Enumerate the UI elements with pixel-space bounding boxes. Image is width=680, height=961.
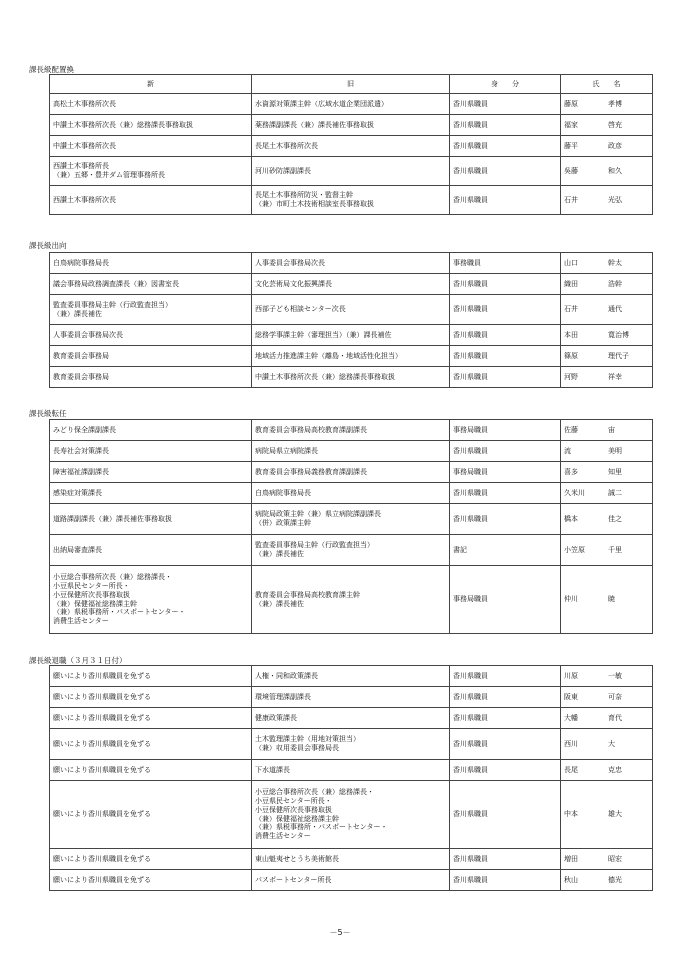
table-row: [50, 295, 653, 325]
cell-name: [561, 849, 653, 870]
cell-name: [561, 666, 653, 687]
cell-name: [561, 483, 653, 504]
table-row: [50, 186, 653, 215]
page-number: －5－: [329, 928, 351, 937]
table-row: [50, 157, 653, 186]
table-row: [50, 462, 653, 483]
cell-name: [561, 870, 653, 891]
cell-status: 香川県職員: [450, 157, 561, 186]
cell-old: 河川砂防課副課長: [252, 157, 450, 186]
cell-name: [561, 186, 653, 215]
given-name: 寛治博: [608, 330, 629, 339]
table-row: [50, 274, 653, 295]
cell-new: 中讃土木事務所次長: [50, 136, 252, 157]
family-name: 長尾: [564, 765, 578, 774]
cell-old: 土木監理課主幹（用地対策担当） （兼）収用委員会事務局長: [252, 729, 450, 760]
family-name: 河野: [564, 372, 578, 381]
cell-old: 教育委員会事務局義務教育課副課長: [252, 462, 450, 483]
cell-new: 障害福祉課副課長: [50, 462, 252, 483]
cell-old: 下水道課長: [252, 760, 450, 781]
given-name: 一敏: [608, 671, 622, 680]
cell-status: 香川県職員: [450, 849, 561, 870]
cell-old: 病院局県立病院課長: [252, 441, 450, 462]
given-name: 幹太: [608, 258, 622, 267]
cell-name: [561, 462, 653, 483]
family-name: 喜多: [564, 467, 578, 476]
cell-new: 願いにより香川県職員を免ずる: [50, 729, 252, 760]
header-new: 新: [50, 75, 252, 94]
cell-status: 香川県職員: [450, 94, 561, 115]
table-row: [50, 253, 653, 274]
family-name: 篠原: [564, 351, 578, 360]
cell-new: 感染症対策課長: [50, 483, 252, 504]
family-name: 佐藤: [564, 425, 578, 434]
cell-new: 中讃土木事務所次長（兼）総務課長事務取扱: [50, 115, 252, 136]
cell-status: 香川県職員: [450, 483, 561, 504]
cell-status: 事務局職員: [450, 420, 561, 441]
cell-new: 願いにより香川県職員を免ずる: [50, 687, 252, 708]
cell-old: 教育委員会事務局高校教育課副課長: [252, 420, 450, 441]
cell-name: [561, 325, 653, 346]
family-name: 山口: [564, 258, 578, 267]
table-row: [50, 535, 653, 566]
section-title: 課長級出向: [29, 241, 67, 250]
cell-new: 願いにより香川県職員を免ずる: [50, 666, 252, 687]
given-name: 啓充: [608, 120, 622, 129]
family-name: 福家: [564, 120, 578, 129]
cell-status: 香川県職員: [450, 367, 561, 388]
table-row: [50, 708, 653, 729]
cell-status: 香川県職員: [450, 136, 561, 157]
cell-new: 白鳥病院事務局長: [50, 253, 252, 274]
cell-new: 西讃土木事務所次長: [50, 186, 252, 215]
family-name: 大幡: [564, 713, 578, 722]
cell-new: 道路課副課長（兼）課長補佐事務取扱: [50, 504, 252, 535]
header-old: 旧: [252, 75, 450, 94]
cell-old: 健康政策課長: [252, 708, 450, 729]
header-name: 氏 名: [561, 75, 653, 94]
family-name: 流: [564, 446, 571, 455]
table-row: [50, 94, 653, 115]
table-row: [50, 483, 653, 504]
table-row: [50, 441, 653, 462]
cell-status: 香川県職員: [450, 441, 561, 462]
family-name: 吳藤: [564, 166, 578, 175]
cell-new: 願いにより香川県職員を免ずる: [50, 870, 252, 891]
cell-status: 香川県職員: [450, 666, 561, 687]
cell-status: 香川県職員: [450, 870, 561, 891]
cell-old: 長尾土木事務所防災・監督主幹 （兼）市町土木技術相談室長事務取扱: [252, 186, 450, 215]
family-name: 小笠原: [564, 545, 585, 554]
family-name: 川原: [564, 671, 578, 680]
cell-status: 香川県職員: [450, 781, 561, 849]
cell-status: 香川県職員: [450, 729, 561, 760]
cell-status: 香川県職員: [450, 186, 561, 215]
table-row: [50, 115, 653, 136]
cell-new: 願いにより香川県職員を免ずる: [50, 849, 252, 870]
cell-name: [561, 253, 653, 274]
given-name: 知里: [608, 467, 622, 476]
given-name: 暁: [608, 595, 615, 604]
given-name: 浩幹: [608, 279, 622, 288]
cell-new: 高松土木事務所次長: [50, 94, 252, 115]
cell-status: 香川県職員: [450, 346, 561, 367]
given-name: 可奈: [608, 692, 622, 701]
cell-name: [561, 157, 653, 186]
cell-new: 人事委員会事務局次長: [50, 325, 252, 346]
cell-old: 薬務課副課長（兼）課長補佐事務取扱: [252, 115, 450, 136]
family-name: 秋山: [564, 875, 578, 884]
family-name: 仲川: [564, 595, 578, 604]
table-row: [50, 504, 653, 535]
cell-old: 監査委員事務局主幹（行政監査担当） （兼）課長補佐: [252, 535, 450, 566]
given-name: 昭宏: [608, 854, 622, 863]
cell-name: [561, 566, 653, 634]
cell-name: [561, 274, 653, 295]
table-row: [50, 760, 653, 781]
given-name: 宙: [608, 425, 615, 434]
cell-name: [561, 441, 653, 462]
section-table: [49, 665, 653, 891]
cell-name: [561, 535, 653, 566]
given-name: 大: [608, 739, 615, 748]
table-row: [50, 420, 653, 441]
cell-new: 願いにより香川県職員を免ずる: [50, 760, 252, 781]
cell-new: 西讃土木事務所長 （兼）五郷・豊井ダム管理事務所長: [50, 157, 252, 186]
family-name: 増田: [564, 854, 578, 863]
given-name: 理代子: [608, 351, 629, 360]
cell-status: 香川県職員: [450, 760, 561, 781]
given-name: 光弘: [608, 195, 622, 204]
cell-new: 出納局審査課長: [50, 535, 252, 566]
family-name: 橋本: [564, 514, 578, 523]
family-name: 中本: [564, 810, 578, 819]
section-title: 課長級退職（３月３１日付）: [29, 656, 127, 665]
cell-old: 病院局政策主幹（兼）県立病院課副課長 （併）政策課主幹: [252, 504, 450, 535]
table-row: [50, 849, 653, 870]
family-name: 藤平: [564, 141, 578, 150]
cell-status: 事務局職員: [450, 566, 561, 634]
table-row: [50, 367, 653, 388]
given-name: 佳之: [608, 514, 622, 523]
table-row: [50, 687, 653, 708]
family-name: 西川: [564, 739, 578, 748]
family-name: 久米川: [564, 488, 585, 497]
cell-old: 人権・同和政策課長: [252, 666, 450, 687]
cell-status: 香川県職員: [450, 295, 561, 325]
cell-new: 議会事務局政務調査課長（兼）図書室長: [50, 274, 252, 295]
table-row: [50, 325, 653, 346]
given-name: 育代: [608, 713, 622, 722]
cell-old: 環境管理課副課長: [252, 687, 450, 708]
family-name: 織田: [564, 279, 578, 288]
table-row: [50, 566, 653, 634]
cell-old: 白鳥病院事務局長: [252, 483, 450, 504]
cell-new: 教育委員会事務局: [50, 346, 252, 367]
cell-status: 香川県職員: [450, 687, 561, 708]
cell-status: 香川県職員: [450, 325, 561, 346]
cell-name: [561, 729, 653, 760]
table-row: [50, 666, 653, 687]
table-row: [50, 136, 653, 157]
cell-name: [561, 136, 653, 157]
cell-status: 香川県職員: [450, 115, 561, 136]
family-name: 阪東: [564, 692, 578, 701]
cell-name: [561, 760, 653, 781]
cell-old: 教育委員会事務局高校教育課主幹 （兼）課長補佐: [252, 566, 450, 634]
table-row: [50, 729, 653, 760]
section-table: [49, 419, 653, 634]
cell-status: 事務職員: [450, 253, 561, 274]
cell-old: パスポートセンター所長: [252, 870, 450, 891]
cell-name: [561, 504, 653, 535]
given-name: 德光: [608, 875, 622, 884]
family-name: 石井: [564, 195, 578, 204]
cell-new: 監査委員事務局主幹（行政監査担当） （兼）課長補佐: [50, 295, 252, 325]
cell-old: 人事委員会事務局次長: [252, 253, 450, 274]
table-row: [50, 346, 653, 367]
given-name: 雄大: [608, 810, 622, 819]
cell-new: みどり保全課副課長: [50, 420, 252, 441]
cell-new: 願いにより香川県職員を免ずる: [50, 781, 252, 849]
cell-new: 願いにより香川県職員を免ずる: [50, 708, 252, 729]
cell-status: 香川県職員: [450, 274, 561, 295]
given-name: 誠二: [608, 488, 622, 497]
cell-new: 長寿社会対策課長: [50, 441, 252, 462]
table-row: [50, 870, 653, 891]
cell-name: [561, 295, 653, 325]
cell-old: 水資源対策課主幹（広域水道企業団派遣）: [252, 94, 450, 115]
cell-old: 長尾土木事務所次長: [252, 136, 450, 157]
given-name: 通代: [608, 305, 622, 314]
cell-status: 書記: [450, 535, 561, 566]
family-name: 本田: [564, 330, 578, 339]
given-name: 美明: [608, 446, 622, 455]
table-header-row: [50, 75, 653, 94]
cell-old: 総務学事課主幹（審理担当）（兼）課長補佐: [252, 325, 450, 346]
cell-name: [561, 94, 653, 115]
given-name: 政彦: [608, 141, 622, 150]
family-name: 石井: [564, 305, 578, 314]
cell-old: 文化芸術局文化振興課長: [252, 274, 450, 295]
cell-name: [561, 781, 653, 849]
cell-status: 事務局職員: [450, 462, 561, 483]
cell-name: [561, 687, 653, 708]
given-name: 和久: [608, 166, 622, 175]
given-name: 克忠: [608, 765, 622, 774]
cell-name: [561, 708, 653, 729]
cell-name: [561, 420, 653, 441]
cell-status: 香川県職員: [450, 708, 561, 729]
cell-name: [561, 115, 653, 136]
cell-new: 小豆総合事務所次長（兼）総務課長・ 小豆県民センター所長・ 小豆保健所次長事務取扱 （兼）保健福祉総務課主幹 （兼）県税事務所・パスポートセンター・ 消費生活センター: [50, 566, 252, 634]
table-row: [50, 781, 653, 849]
cell-name: [561, 346, 653, 367]
section-table: [49, 74, 653, 215]
section-title: 課長級転任: [29, 409, 67, 418]
cell-old: 西部子ども相談センター次長: [252, 295, 450, 325]
given-name: 千里: [608, 545, 622, 554]
cell-old: 東山魁夷せとうち美術館長: [252, 849, 450, 870]
given-name: 孝博: [608, 99, 622, 108]
cell-old: 小豆総合事務所次長（兼）総務課長・ 小豆県民センター所長・ 小豆保健所次長事務取扱 （兼）保健福祉総務課主幹 （兼）県税事務所・パスポートセンター・ 消費生活センター: [252, 781, 450, 849]
cell-old: 中讃土木事務所次長（兼）総務課長事務取扱: [252, 367, 450, 388]
cell-new: 教育委員会事務局: [50, 367, 252, 388]
header-status: 身 分: [450, 75, 561, 94]
cell-status: 香川県職員: [450, 504, 561, 535]
family-name: 藤原: [564, 99, 578, 108]
section-table: [49, 252, 653, 388]
cell-old: 地域活力推進課主幹（離島・地域活性化担当）: [252, 346, 450, 367]
given-name: 祥幸: [608, 372, 622, 381]
cell-name: [561, 367, 653, 388]
section-title: 課長級配置換: [29, 65, 74, 74]
